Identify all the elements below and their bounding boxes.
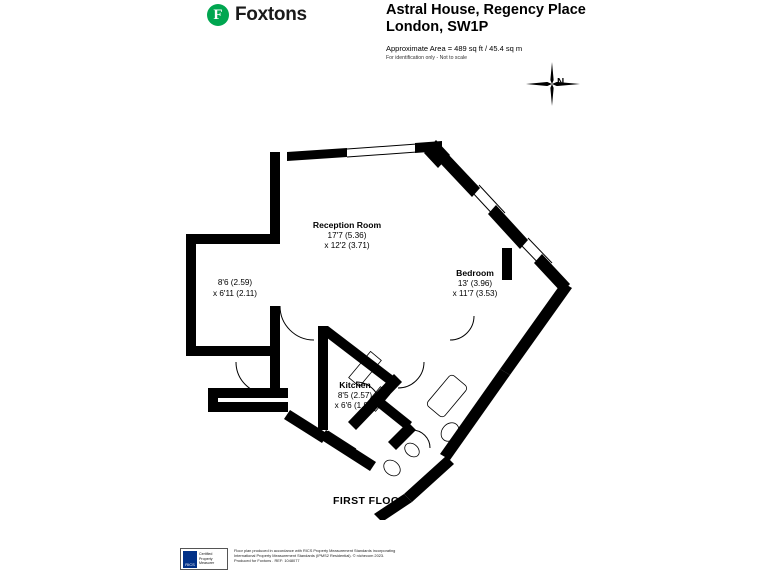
- rics-badge-line-2: Property: [199, 556, 213, 561]
- rics-certified-badge: [180, 548, 228, 570]
- room-name: Reception Room: [312, 220, 382, 230]
- rics-badge-line-1: Certified: [199, 552, 213, 557]
- foxtons-logo: [207, 4, 307, 26]
- approximate-area-text: Approximate Area = 489 sq ft / 45.4 sq m: [386, 44, 523, 53]
- footer-block: [180, 548, 395, 570]
- room-dim-imperial: 13' (3.96): [457, 278, 493, 288]
- room-dim-metric: x 11'7 (3.53): [452, 289, 498, 298]
- foxtons-roundel-icon: F: [207, 4, 229, 26]
- rics-badge-line-3: Measurer: [199, 561, 215, 566]
- disclaimer-line-2: International Property Measurement Standards (IPMS2 Residential). © nichecom 2023.: [234, 553, 385, 559]
- identification-note: For identification only - Not to scale: [386, 55, 468, 61]
- room-label-bedroom: [415, 268, 535, 300]
- room-label-secondary-space: [180, 278, 290, 299]
- room-dim-metric: x 6'6 (1.98): [334, 401, 376, 410]
- room-dim-metric: x 6'11 (2.11): [212, 288, 258, 298]
- floor-caption: FIRST FLOOR: [333, 495, 408, 507]
- disclaimer-line-1: Floor plan produced in accordance with RICS Property Measurement Standards incorporating: [234, 548, 396, 553]
- foxtons-wordmark: Foxtons: [235, 4, 307, 25]
- property-title-block: [386, 2, 686, 62]
- compass-star-icon: [526, 62, 580, 106]
- walls: [186, 140, 572, 520]
- disclaimer-line-3: Produced for Foxtons . REF: 1048077: [234, 558, 300, 564]
- room-name: Bedroom: [456, 268, 494, 278]
- room-name: Kitchen: [339, 380, 371, 390]
- rics-badge-text: [199, 552, 214, 566]
- room-dim-imperial: 8'6 (2.59): [217, 278, 253, 287]
- room-label-kitchen: [300, 380, 410, 412]
- footer-disclaimer: [234, 548, 395, 564]
- floor-fill: [192, 150, 570, 462]
- compass-north-label: N: [557, 77, 565, 88]
- address-line-2: London, SW1P: [386, 19, 489, 35]
- room-dim-imperial: 8'5 (2.57): [337, 390, 373, 400]
- floor-plan-svg: [150, 130, 620, 520]
- floor-plan-drawing: [150, 130, 620, 520]
- compass-rose: [524, 62, 582, 106]
- room-label-reception-room: [282, 220, 412, 252]
- address-line-1: Astral House, Regency Place: [386, 2, 586, 18]
- room-dim-metric: x 12'2 (3.71): [324, 241, 370, 250]
- room-dim-imperial: 17'7 (5.36): [327, 230, 367, 240]
- rics-logo-icon: RICS: [183, 551, 197, 568]
